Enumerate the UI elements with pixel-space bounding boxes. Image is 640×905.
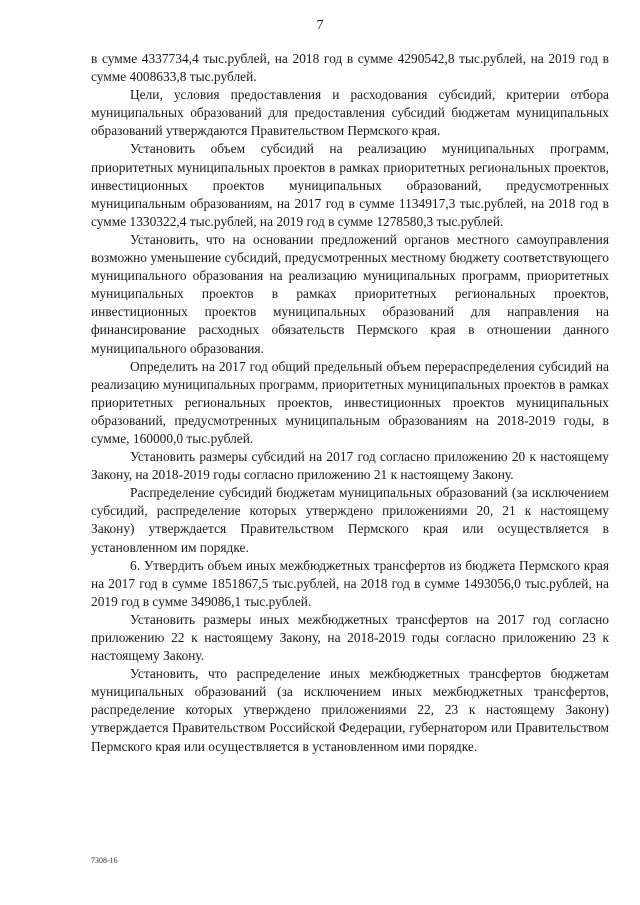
paragraph: Установить, что на основании предложений органов местного самоуправления возможно уменьшение субсидий, предусмотренных местному бюджету соответствующего муниципального образования на реализацию муниципальных программ, приоритетных муниципальных проектов в рамках приоритетных региональных проектов, инвестиционных проектов муниципальных образований для направления на финансирование расходных обязательств Пермского края в отношении данного муниципального образования. xyxy=(91,231,609,356)
footer-document-code: 7308-16 xyxy=(91,856,118,865)
document-body xyxy=(91,50,609,756)
paragraph-continuation: в сумме 4337734,4 тыс.рублей, на 2018 год в сумме 4290542,8 тыс.рублей, на 2019 год в сумме 4008633,8 тыс.рублей. xyxy=(91,51,609,85)
paragraph-item-6: 6. Утвердить объем иных межбюджетных трансфертов из бюджета Пермского края на 2017 год в сумме 1851867,5 тыс.рублей, на 2018 год в сумме 1493056,0 тыс.рублей, на 2019 год в сумме 349086,1 тыс.рублей. xyxy=(91,557,609,609)
paragraph: Установить размеры иных межбюджетных трансфертов на 2017 год согласно приложению 22 к настоящему Закону, на 2018-2019 годы согласно приложению 23 к настоящему Закону. xyxy=(91,611,609,664)
paragraph: Определить на 2017 год общий предельный объем перераспределения субсидий на реализацию муниципальных программ, приоритетных муниципальных проектов в рамках приоритетных региональных проектов, инвестиционных проектов муниципальных образований, предусмотренных муниципальным образованиям на 2018-2019 годы, в сумме, 160000,0 тыс.рублей. xyxy=(91,358,609,446)
page-number: 7 xyxy=(316,18,324,33)
paragraph: Цели, условия предоставления и расходования субсидий, критерии отбора муниципальных образований для предоставления субсидий бюджетам муниципальных образований утверждаются Правительством Пермского края. xyxy=(91,87,609,139)
paragraph: Установить размеры субсидий на 2017 год согласно приложению 20 к настоящему Закону, на 2018-2019 годы согласно приложению 21 к настоящему Закону. xyxy=(91,449,609,483)
paragraph: Установить объем субсидий на реализацию муниципальных программ, приоритетных муниципальных проектов в рамках приоритетных региональных проектов, инвестиционных проектов муниципальных образований, предусмотренных муниципальным образованиям, на 2017 год в сумме 1134917,3 тыс.рублей, на 2018 год в сумме 1330322,4 тыс.рублей, на 2019 год в сумме 1278580,3 тыс.рублей. xyxy=(91,141,609,229)
paragraph: Установить, что распределение иных межбюджетных трансфертов бюджетам муниципальных образований (за исключением иных межбюджетных трансфертов, распределение которых утверждено приложениями 22, 23 к настоящему Закону) утверждается Правительством Российской Федерации, губернатором или Правительством Пермского края или осуществляется в установленном ими порядке. xyxy=(91,666,609,754)
paragraph: Распределение субсидий бюджетам муниципальных образований (за исключением субсидий, распределение которых утверждено приложениями 20, 21 к настоящему Закону) утверждается Правительством Пермского края или осуществляется в установленном им порядке. xyxy=(91,485,609,555)
